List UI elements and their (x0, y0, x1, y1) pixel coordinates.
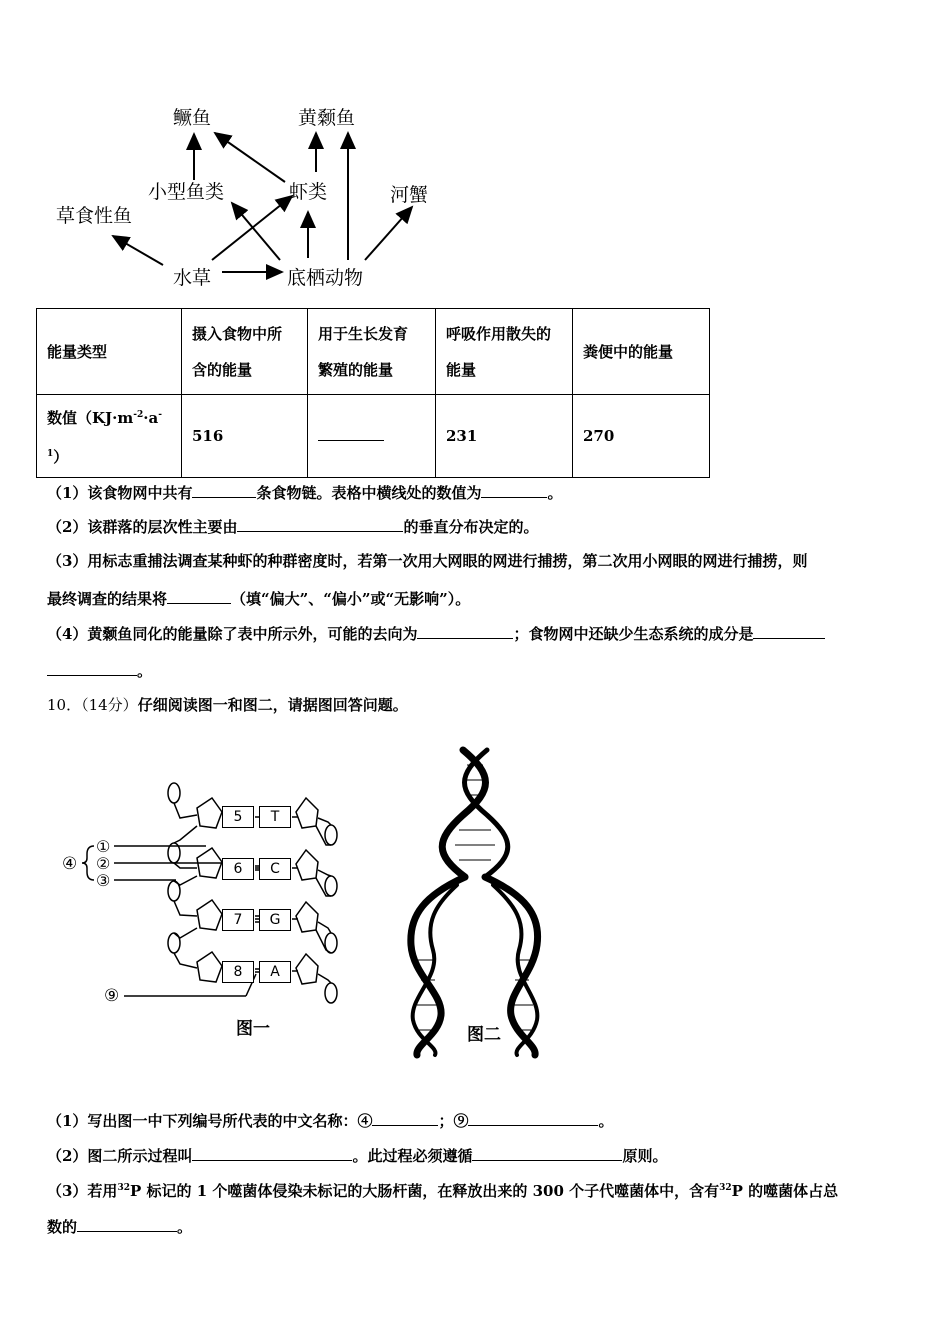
answer-blank[interactable] (77, 1217, 177, 1232)
header-text: 能量类型 (47, 342, 108, 361)
row-label-sup: 1 (47, 449, 54, 459)
header-text: 粪便中的能量 (583, 342, 674, 361)
marker-3: ③ (96, 871, 111, 890)
q9-part1 (47, 482, 562, 503)
question-text: （1）该食物网中共有 (47, 484, 193, 502)
q9-part4-line2 (47, 660, 152, 681)
row-label-text: 数值（KJ·m (47, 409, 134, 427)
superscript: 32 (117, 1183, 130, 1193)
header-text: 用于生长发育 (318, 324, 409, 343)
row-label-sup: - (158, 410, 162, 420)
marker-2: ② (96, 854, 111, 873)
marker-4: ④ (62, 854, 78, 874)
question-text: 最终调查的结果将 (47, 590, 168, 608)
node-yellow-catfish: 黄颡鱼 (298, 107, 356, 129)
question-score: （14分） (81, 696, 138, 714)
header-text: 呼吸作用散失的 (446, 324, 552, 343)
row-label-sup: -2 (133, 410, 144, 420)
figure1-number-box: 7 (222, 909, 254, 931)
answer-blank[interactable] (318, 426, 384, 441)
question-text: （3）若用 (47, 1182, 118, 1200)
node-aquatic-plants: 水草 (173, 267, 212, 289)
header-text: 繁殖的能量 (318, 360, 394, 379)
figure2-helix (395, 745, 595, 1060)
question-text: 仔细阅读图一和图二，请据图回答问题。 (137, 696, 408, 714)
row-label-text: ） (53, 448, 69, 466)
header-text: 摄入食物中所 (192, 324, 283, 343)
q9-part2 (47, 516, 538, 537)
figure1-number-box: 6 (222, 858, 254, 880)
node-small-fish: 小型鱼类 (148, 181, 225, 203)
energy-table (36, 308, 710, 478)
q10-part2 (47, 1145, 667, 1166)
header-text: 能量 (446, 360, 477, 379)
node-herbivorous-fish: 草食性鱼 (56, 205, 133, 227)
figure1-base-box: T (259, 806, 291, 828)
figure1-lines (0, 700, 380, 1050)
node-benthic-animals: 底栖动物 (287, 267, 364, 289)
question-text: （2）该群落的层次性主要由 (47, 518, 238, 536)
value-cell-blank (308, 395, 436, 478)
figure1-number-box: 5 (222, 806, 254, 828)
answer-blank[interactable] (417, 624, 513, 639)
answer-blank[interactable] (192, 1146, 352, 1161)
table-header-cell (308, 309, 436, 395)
value-cell: 270 (573, 395, 710, 478)
question-number: 10． (47, 696, 82, 714)
answer-blank[interactable] (192, 483, 256, 498)
question-text: （2）图二所示过程叫 (47, 1147, 193, 1165)
question-text: ；食物网中还缺少生态系统的成分是 (513, 625, 754, 643)
arrow-plants-to-herbivore (113, 236, 163, 265)
question-text: （4）黄颡鱼同化的能量除了表中所示外，可能的去向为 (47, 625, 418, 643)
answer-blank[interactable] (481, 483, 547, 498)
question-text: 。 (547, 484, 563, 502)
row-label-text: ·a (143, 409, 159, 427)
figure1-base-box: G (259, 909, 291, 931)
question-text: （填“偏大”、“偏小”或“无影响”）。 (231, 590, 471, 608)
table-row (37, 395, 710, 478)
q10-part1 (47, 1110, 613, 1131)
question-text: 原则。 (622, 1147, 668, 1165)
value-cell: 516 (182, 395, 308, 478)
question-text: 。 (598, 1112, 614, 1130)
table-header-cell (436, 309, 573, 395)
food-web-arrows (0, 0, 950, 300)
node-mandarin-fish: 鳜鱼 (173, 107, 212, 129)
value-cell: 231 (436, 395, 573, 478)
question-text: P 的噬菌体占总 (731, 1182, 839, 1200)
answer-blank[interactable] (753, 624, 825, 639)
table-header-cell (182, 309, 308, 395)
figure2-caption: 图二 (467, 1025, 501, 1045)
q10-part3-line2 (47, 1216, 192, 1237)
answer-blank[interactable] (167, 589, 231, 604)
arrow-shrimp-to-mandarin (215, 133, 285, 182)
figure1-base-box: A (259, 961, 291, 983)
node-shrimp: 虾类 (289, 181, 328, 203)
figure1-base-box: C (259, 858, 291, 880)
question-text: ；⑨ (438, 1112, 469, 1130)
superscript: 32 (719, 1183, 732, 1193)
q9-part4-line1 (47, 623, 825, 644)
question-text: 。 (137, 662, 153, 680)
table-header-cell (37, 309, 182, 395)
question-text: 条食物链。表格中横线处的数值为 (256, 484, 482, 502)
node-crab: 河蟹 (390, 184, 429, 206)
figure1-caption: 图一 (236, 1019, 270, 1039)
figure1-number-box: 8 (222, 961, 254, 983)
q9-part3-line1 (47, 550, 807, 571)
answer-blank[interactable] (472, 1146, 622, 1161)
answer-blank[interactable] (237, 517, 403, 532)
answer-blank[interactable] (47, 661, 137, 676)
answer-blank[interactable] (372, 1111, 438, 1126)
question-text: 。 (177, 1218, 193, 1236)
answer-blank[interactable] (468, 1111, 598, 1126)
question-text: 数的 (47, 1218, 78, 1236)
table-header-row (37, 309, 710, 395)
marker-1: ① (96, 837, 111, 856)
table-header-cell (573, 309, 710, 395)
question-text: （1）写出图一中下列编号所代表的中文名称：④ (47, 1112, 373, 1130)
q10-part3-line1 (47, 1180, 838, 1201)
question-text: （3）用标志重捕法调查某种虾的种群密度时，若第一次用大网眼的网进行捕捞，第二次用小网眼的网进行捕捞，则 (47, 552, 808, 570)
question-text: P 标记的 1 个噬菌体侵染未标记的大肠杆菌，在释放出来的 300 个子代噬菌体中，含有 (129, 1182, 720, 1200)
question-text: 。此过程必须遵循 (352, 1147, 473, 1165)
question-text: 的垂直分布决定的。 (403, 518, 539, 536)
header-text: 含的能量 (192, 360, 253, 379)
arrow-benthic-to-crab (365, 207, 412, 260)
row-label-cell (37, 395, 182, 478)
q9-part3-line2 (47, 588, 470, 609)
marker-9: ⑨ (104, 986, 120, 1006)
